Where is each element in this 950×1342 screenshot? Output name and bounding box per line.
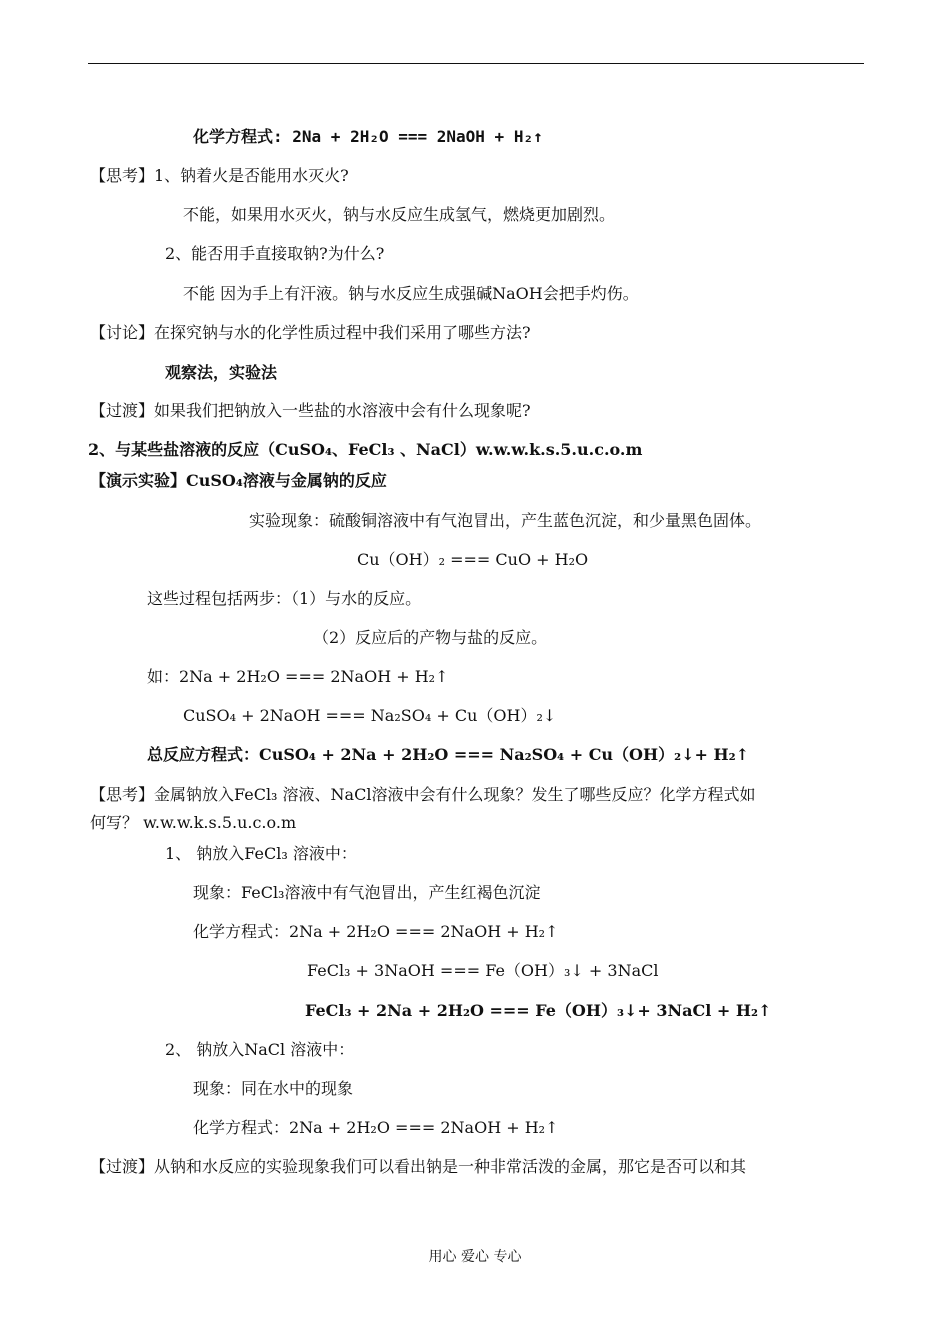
think-question-3: 【思考】金属钠放入FeCl₃ 溶液、NaCl溶液中会有什么现象？发生了哪些反应？化学方程式如 [90, 785, 756, 804]
example-equation-1: 如：2Na + 2H₂O === 2NaOH + H₂↑ [147, 667, 449, 686]
think-question-1: 【思考】1、钠着火是否能用水灭火? [90, 166, 349, 185]
equation-cuoh2: Cu（OH）₂ === CuO + H₂O [357, 550, 589, 569]
section-heading-salt: 2、与某些盐溶液的反应（CuSO₄、FeCl₃ 、NaCl）w.w.w.k.s.5.u.c.o.m [88, 440, 643, 459]
fecl3-total-equation: FeCl₃ + 2Na + 2H₂O === Fe（OH）₃↓+ 3NaCl + H₂↑ [305, 1001, 772, 1020]
demo-experiment-title: 【演示实验】CuSO₄溶液与金属钠的反应 [90, 471, 387, 490]
example-equation-2: CuSO₄ + 2NaOH === Na₂SO₄ + Cu（OH）₂↓ [183, 706, 557, 725]
answer-2: 不能 因为手上有汗液。钠与水反应生成强碱NaOH会把手灼伤。 [183, 284, 639, 303]
think-question-3-cont: 何写？ w.w.w.k.s.5.u.c.o.m [90, 813, 297, 832]
fecl3-equation-2: FeCl₃ + 3NaOH === Fe（OH）₃↓ + 3NaCl [307, 961, 659, 980]
transition-1: 【过渡】如果我们把钠放入一些盐的水溶液中会有什么现象呢? [90, 401, 531, 420]
nacl-phenomenon: 现象：同在水中的现象 [193, 1079, 354, 1098]
equation-sodium-water: 化学方程式: 2Na + 2H₂O === 2NaOH + H₂↑ [193, 127, 543, 146]
fecl3-item: 1、 钠放入FeCl₃ 溶液中： [165, 844, 357, 863]
transition-2: 【过渡】从钠和水反应的实验现象我们可以看出钠是一种非常活泼的金属，那它是否可以和其 [90, 1157, 747, 1176]
discussion-answer: 观察法，实验法 [165, 363, 278, 382]
nacl-item: 2、 钠放入NaCl 溶液中： [165, 1040, 355, 1059]
total-equation: 总反应方程式：CuSO₄ + 2Na + 2H₂O === Na₂SO₄ + Cu（OH）₂↓+ H₂↑ [147, 745, 750, 764]
process-step-2: （2）反应后的产物与盐的反应。 [313, 628, 548, 647]
answer-1: 不能，如果用水灭火，钠与水反应生成氢气，燃烧更加剧烈。 [183, 205, 616, 224]
process-steps: 这些过程包括两步：（1）与水的反应。 [147, 589, 422, 608]
fecl3-equation-1: 化学方程式：2Na + 2H₂O === 2NaOH + H₂↑ [193, 922, 559, 941]
fecl3-phenomenon: 现象：FeCl₃溶液中有气泡冒出，产生红褐色沉淀 [193, 883, 541, 902]
discussion: 【讨论】在探究钠与水的化学性质过程中我们采用了哪些方法? [90, 323, 531, 342]
think-question-2: 2、能否用手直接取钠?为什么? [165, 244, 385, 263]
nacl-equation: 化学方程式：2Na + 2H₂O === 2NaOH + H₂↑ [193, 1118, 559, 1137]
page-footer: 用心 爱心 专心 [428, 1249, 522, 1265]
header-rule [88, 63, 864, 64]
experiment-phenomenon: 实验现象：硫酸铜溶液中有气泡冒出，产生蓝色沉淀，和少量黑色固体。 [249, 511, 762, 530]
